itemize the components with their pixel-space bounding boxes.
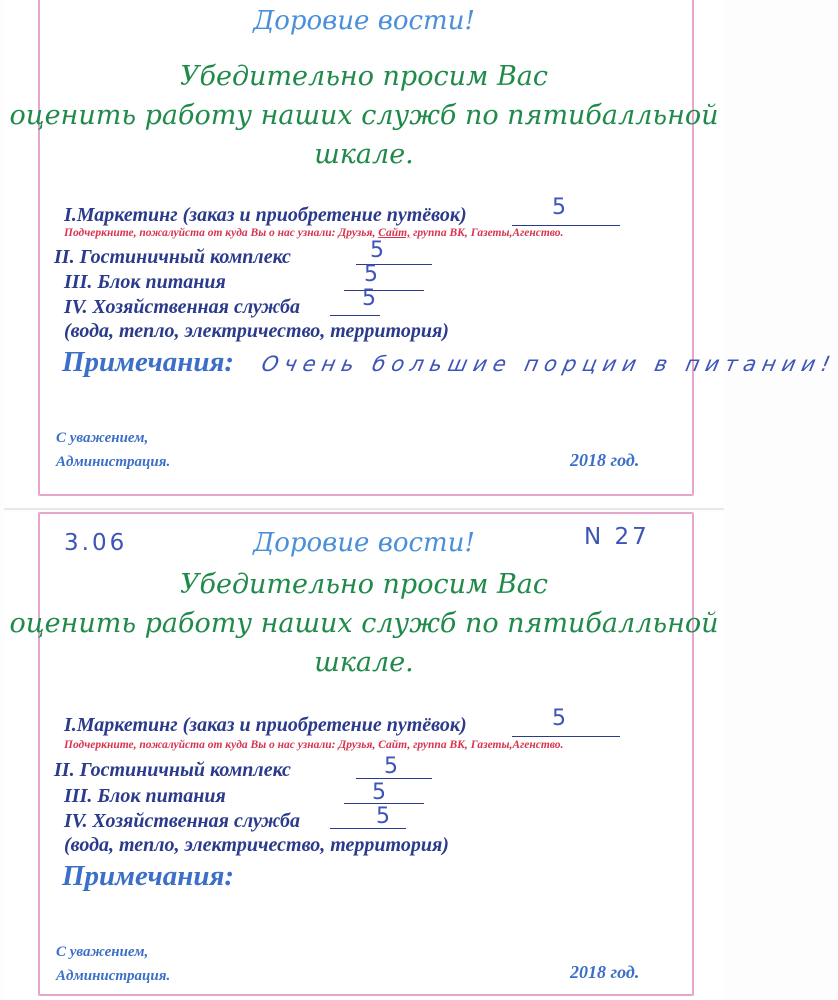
greeting-title: Доровие вости! bbox=[253, 528, 475, 558]
food-score[interactable]: 5 bbox=[372, 780, 386, 805]
marketing-score[interactable]: 5 bbox=[552, 706, 566, 731]
source-prompt-text: Подчеркните, пожалуйста от куда Вы о нас узнали: bbox=[64, 739, 336, 751]
request-line-1: Убедительно просим Вас bbox=[179, 569, 549, 600]
notes-label: Примечания: bbox=[62, 860, 235, 892]
score-line bbox=[330, 315, 380, 316]
score-line bbox=[512, 225, 620, 226]
source-option[interactable]: группа ВК, bbox=[413, 227, 468, 239]
housekeeping-detail: (вода, тепло, электричество, территория) bbox=[64, 834, 449, 856]
source-option[interactable]: Газеты,Агенство. bbox=[470, 227, 564, 239]
source-option[interactable]: Друзья, bbox=[338, 227, 376, 239]
request-line-2: оценить работу наших служб по пятибалльной bbox=[9, 100, 719, 131]
source-option[interactable]: Сайт, bbox=[378, 739, 411, 751]
source-prompt bbox=[64, 227, 563, 239]
source-option[interactable]: Друзья, bbox=[338, 739, 376, 751]
score-line bbox=[512, 736, 620, 737]
hotel-score[interactable]: 5 bbox=[370, 238, 384, 263]
source-option-selected[interactable]: Сайт, bbox=[378, 227, 411, 239]
notes-handwritten[interactable]: Очень большие порции в питании! bbox=[259, 352, 838, 376]
administration-line: Администрация. bbox=[56, 454, 171, 470]
greeting-title: Доровие вости! bbox=[253, 6, 475, 36]
year-label: 2018 год. bbox=[570, 962, 640, 982]
housekeeping-score[interactable]: 5 bbox=[362, 286, 376, 311]
item-food-label: III. Блок питания bbox=[64, 271, 226, 293]
regards-line: С уважением, bbox=[56, 430, 149, 446]
administration-line: Администрация. bbox=[56, 968, 171, 984]
source-option[interactable]: Газеты,Агенство. bbox=[470, 739, 564, 751]
item-housekeeping-label: IV. Хозяйственная служба bbox=[64, 810, 300, 832]
signature-block bbox=[56, 426, 170, 474]
handwritten-date: 3.06 bbox=[64, 530, 128, 556]
item-food-label: III. Блок питания bbox=[64, 785, 226, 807]
item-housekeeping-label: IV. Хозяйственная служба bbox=[64, 296, 300, 318]
item-hotel-label: II. Гостиничный комплекс bbox=[54, 246, 291, 268]
item-marketing-label: I.Маркетинг (заказ и приобретение путёвок) bbox=[64, 204, 467, 226]
housekeeping-detail: (вода, тепло, электричество, территория) bbox=[64, 320, 449, 342]
signature-block bbox=[56, 940, 170, 988]
hotel-score[interactable]: 5 bbox=[384, 754, 398, 779]
handwritten-number: N 27 bbox=[584, 524, 650, 550]
source-option[interactable]: группа ВК, bbox=[413, 739, 468, 751]
item-marketing-label: I.Маркетинг (заказ и приобретение путёвок) bbox=[64, 714, 467, 736]
year-label: 2018 год. bbox=[570, 450, 640, 470]
feedback-form-2 bbox=[4, 512, 724, 1000]
source-prompt-text: Подчеркните, пожалуйста от куда Вы о нас узнали: bbox=[64, 227, 336, 239]
score-line bbox=[344, 290, 424, 291]
request-line-3: шкале. bbox=[314, 647, 414, 678]
item-hotel-label: II. Гостиничный комплекс bbox=[54, 759, 291, 781]
score-line bbox=[330, 828, 406, 829]
request-line-2: оценить работу наших служб по пятибалльной bbox=[9, 608, 719, 639]
feedback-form-1 bbox=[4, 0, 838, 508]
regards-line: С уважением, bbox=[56, 944, 149, 960]
request-line-3: шкале. bbox=[314, 139, 414, 170]
request-line-1: Убедительно просим Вас bbox=[179, 61, 549, 92]
source-prompt bbox=[64, 739, 563, 751]
notes-label: Примечания: bbox=[62, 346, 235, 378]
food-score[interactable]: 5 bbox=[364, 262, 378, 287]
housekeeping-score[interactable]: 5 bbox=[376, 804, 390, 829]
marketing-score[interactable]: 5 bbox=[552, 195, 566, 220]
